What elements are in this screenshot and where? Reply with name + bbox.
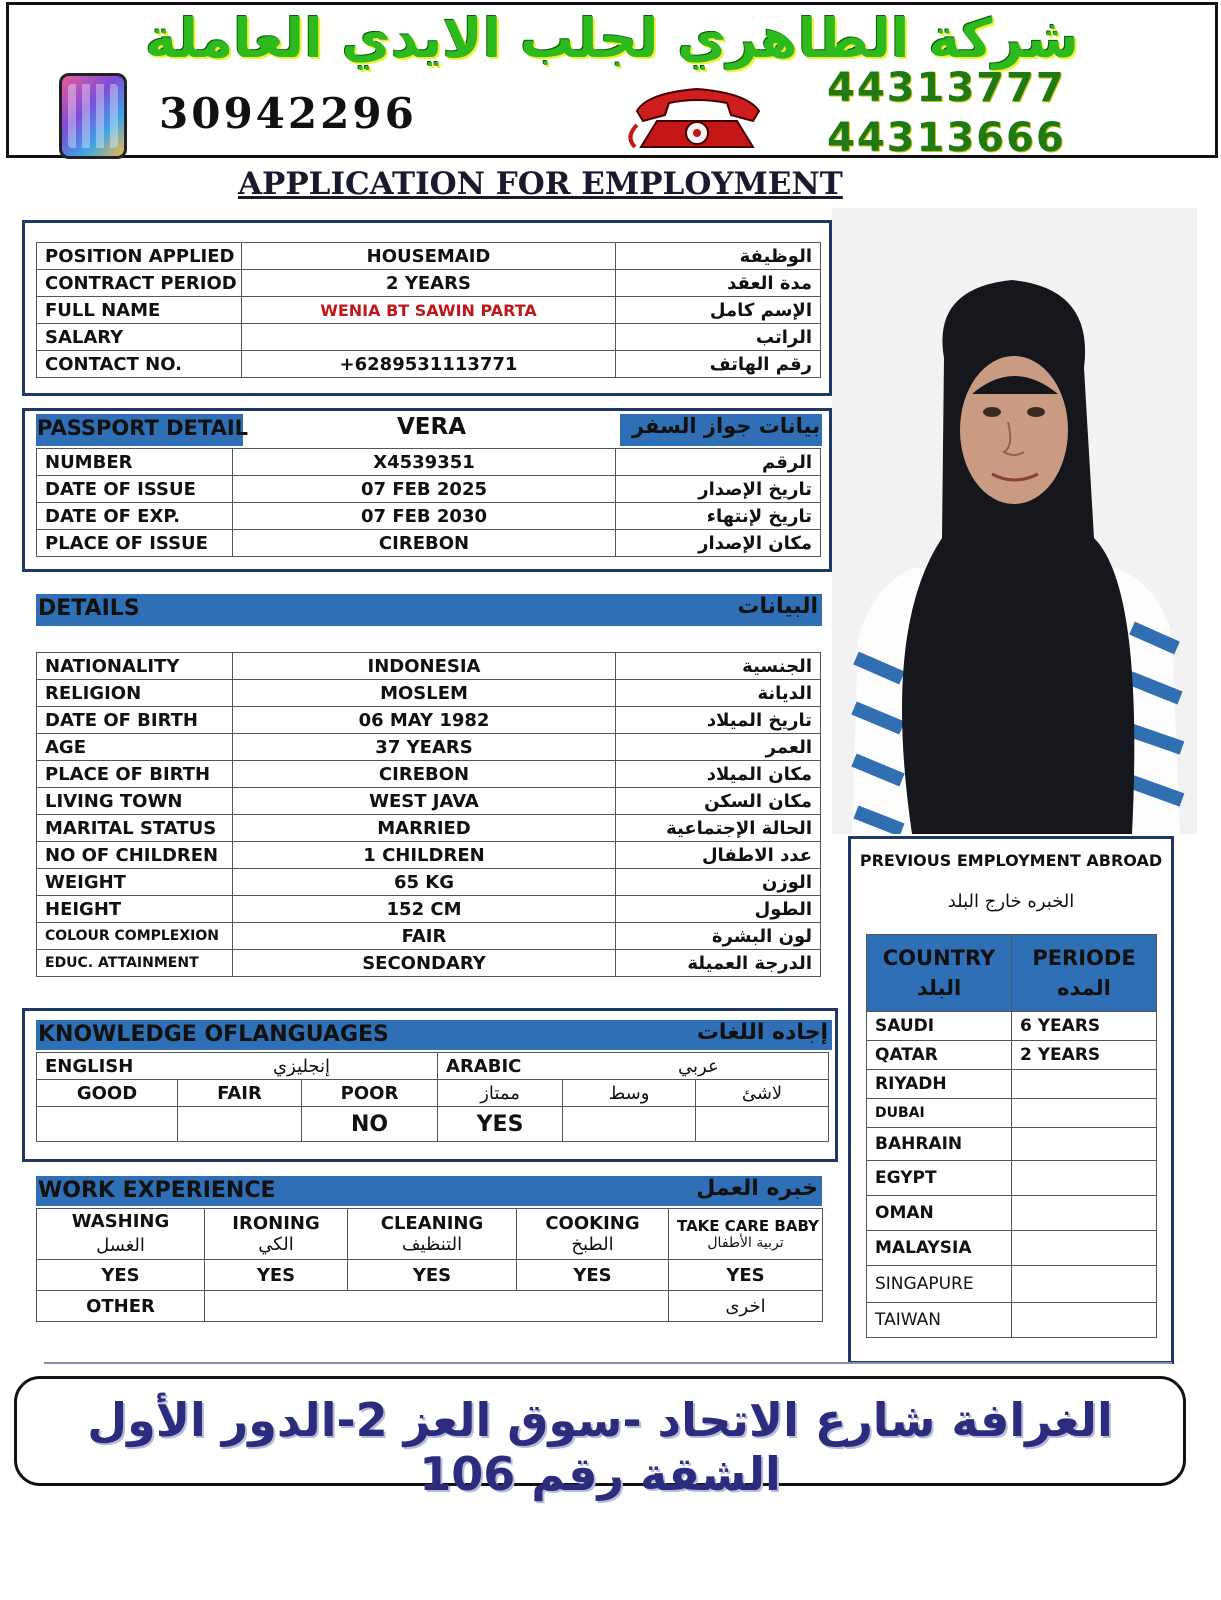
other-label: OTHER xyxy=(37,1291,205,1322)
table-row: DATE OF ISSUE 07 FEB 2025 تاريخ الإصدار xyxy=(37,476,821,503)
company-name: شركة الطاهري لجلب الايدي العاملة xyxy=(144,7,1080,70)
table-row: RELIGION MOSLEM الديانة xyxy=(37,680,821,707)
table-row: FULL NAME WENIA BT SAWIN PARTA الإسم كامل xyxy=(37,297,821,324)
table-row: NATIONALITY INDONESIA الجنسية xyxy=(37,653,821,680)
footer-divider xyxy=(44,1362,1172,1364)
english-label-ar: إنجليزي xyxy=(273,1055,331,1077)
languages-header: KNOWLEDGE OFLANGUAGES xyxy=(38,1022,389,1047)
table-row: SAUDI 6 YEARS xyxy=(867,1012,1157,1041)
table-row: RIYADH xyxy=(867,1070,1157,1099)
passport-header: PASSPORT DETAIL xyxy=(37,416,249,440)
table-row: OMAN xyxy=(867,1196,1157,1231)
passport-header-ar: بيانات جواز السفر xyxy=(631,414,820,438)
table-row: SALARY الراتب xyxy=(37,324,821,351)
mobile-number: 30942296 xyxy=(159,89,417,138)
table-row: DUBAI xyxy=(867,1099,1157,1128)
table-row: COLOUR COMPLEXION FAIR لون البشرة xyxy=(37,923,821,950)
phone-number-2: 44313666 xyxy=(827,115,1066,161)
table-row xyxy=(37,1053,829,1080)
table-row: MARITAL STATUS MARRIED الحالة الإجتماعية xyxy=(37,815,821,842)
table-row xyxy=(37,1107,829,1142)
table-header-row: COUNTRY البلد PERIODE المده xyxy=(867,935,1157,1012)
table-row: SINGAPURE xyxy=(867,1266,1157,1303)
table-row xyxy=(37,1291,823,1322)
english-poor-answer: NO xyxy=(302,1107,438,1142)
table-row: AGE 37 YEARS العمر xyxy=(37,734,821,761)
table-row: PLACE OF ISSUE CIREBON مكان الإصدار xyxy=(37,530,821,557)
phone-number-1: 44313777 xyxy=(827,65,1066,111)
table-row: QATAR 2 YEARS xyxy=(867,1041,1157,1070)
table-row: PLACE OF BIRTH CIREBON مكان الميلاد xyxy=(37,761,821,788)
passport-header-value: VERA xyxy=(396,414,467,440)
table-row: WASHING الغسل IRONING الكي CLEANING التنظيف COOKING الطبخ TAKE CARE BABY تربية الأطفال xyxy=(37,1209,823,1260)
table-row: NUMBER X4539351 الرقم xyxy=(37,449,821,476)
table-row: BAHRAIN xyxy=(867,1128,1157,1161)
table-row: DATE OF BIRTH 06 MAY 1982 تاريخ الميلاد xyxy=(37,707,821,734)
table-row: WEIGHT 65 KG الوزن xyxy=(37,869,821,896)
table-row: CONTACT NO. +6289531113771 رقم الهاتف xyxy=(37,351,821,378)
applicant-photo xyxy=(832,208,1197,834)
table-row: NO OF CHILDREN 1 CHILDREN عدد الاطفال xyxy=(37,842,821,869)
table-row: EGYPT xyxy=(867,1161,1157,1196)
languages-header-bar xyxy=(36,1020,832,1050)
table-row: CONTRACT PERIOD 2 YEARS مدة العقد xyxy=(37,270,821,297)
document-title: APPLICATION FOR EMPLOYMENT xyxy=(238,166,843,202)
application-table xyxy=(36,242,821,378)
english-label: ENGLISH xyxy=(45,1055,134,1077)
work-header-ar: خبره العمل xyxy=(696,1176,818,1201)
arabic-label: ARABIC xyxy=(446,1055,522,1077)
work-header: WORK EXPERIENCE xyxy=(38,1178,276,1203)
table-row: LIVING TOWN WEST JAVA مكان السكن xyxy=(37,788,821,815)
languages-table xyxy=(36,1052,829,1142)
details-header-bar xyxy=(36,594,822,626)
passport-table xyxy=(36,448,821,557)
company-header xyxy=(6,2,1218,161)
languages-header-ar: إجاده اللغات xyxy=(696,1020,828,1045)
previous-employment-table xyxy=(866,934,1157,1338)
table-row: HEIGHT 152 CM الطول xyxy=(37,896,821,923)
previous-employment-title: PREVIOUS EMPLOYMENT ABROAD xyxy=(859,851,1163,870)
arabic-label-ar: عربي xyxy=(678,1055,719,1077)
previous-employment-title-ar: الخبره خارج البلد xyxy=(947,891,1075,912)
table-row: TAIWAN xyxy=(867,1303,1157,1338)
address-footer xyxy=(14,1376,1186,1501)
table-row: YES YES YES YES YES xyxy=(37,1260,823,1291)
arabic-excellent-answer: YES xyxy=(438,1107,563,1142)
table-row: MALAYSIA xyxy=(867,1231,1157,1266)
work-table xyxy=(36,1208,823,1322)
work-header-bar xyxy=(36,1176,822,1206)
full-name-value: WENIA BT SAWIN PARTA xyxy=(242,297,616,324)
table-row: EDUC. ATTAINMENT SECONDARY الدرجة العميلة xyxy=(37,950,821,977)
company-address: الغرافة شارع الاتحاد -سوق العز 2-الدور الأول الشقة رقم 106 xyxy=(87,1393,1113,1501)
details-header: DETAILS xyxy=(38,596,140,621)
other-label-ar: اخرى xyxy=(669,1291,823,1322)
details-header-ar: البيانات xyxy=(737,594,818,619)
table-row: POSITION APPLIED HOUSEMAID الوظيفة xyxy=(37,243,821,270)
details-table xyxy=(36,652,821,977)
mobile-phone-icon xyxy=(59,73,127,159)
table-row: DATE OF EXP. 07 FEB 2030 تاريخ لإنتهاء xyxy=(37,503,821,530)
telephone-icon xyxy=(627,81,767,151)
table-row: GOOD FAIR POOR ممتاز وسط لاشئ xyxy=(37,1080,829,1107)
applicant-portrait-icon xyxy=(832,208,1197,834)
